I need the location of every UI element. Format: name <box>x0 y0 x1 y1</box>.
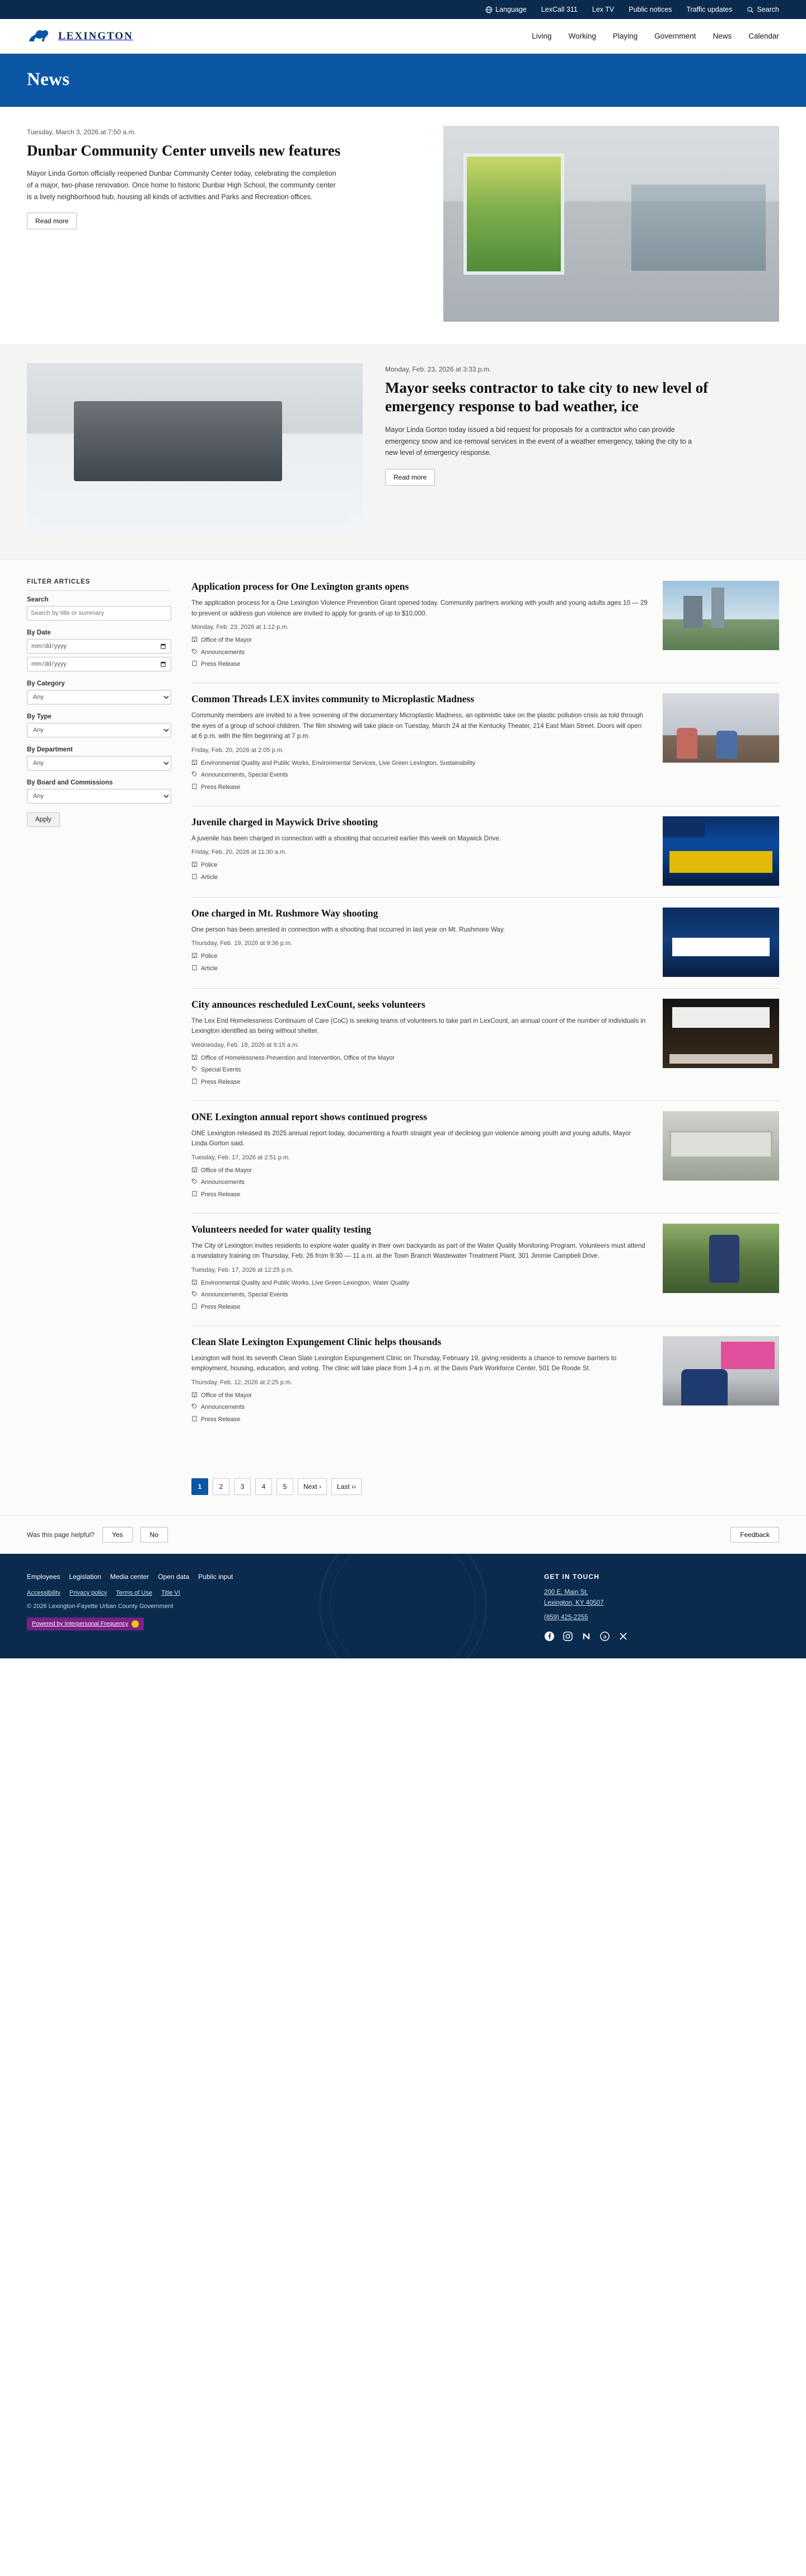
search-icon <box>747 6 754 13</box>
featured-article-2-summary: Mayor Linda Gorton today issued a bid request for proposals for a contractor who can provide emergency snow and ice removal services in the event of a weather emergency, taking the city to a new level of emergency response. <box>385 425 692 457</box>
utility-item-label: Public notices <box>629 6 672 13</box>
main-navigation <box>532 32 779 40</box>
filter-category-label: By Category <box>27 680 65 687</box>
utility-item-public-notices[interactable] <box>629 6 672 13</box>
article-description: One person has been arrested in connection with a shooting that occurred in last year on Mt. Rushmore Way. <box>191 925 505 933</box>
article-thumbnail[interactable] <box>663 816 779 886</box>
snow-plow-photo <box>27 363 363 537</box>
featured-article-1-summary: Mayor Linda Gorton officially reopened Dunbar Community Center today, celebrating the completion of a major, two-phase renovation. Once home to historic Dunbar High School, the community center is a lively neighborhood hub, housing all kinds of activities and Parks and Recreation offices. <box>27 170 336 201</box>
article-type <box>191 1078 648 1087</box>
article-title[interactable]: City announces rescheduled LexCount, seeks volunteers <box>191 998 425 1010</box>
utility-item-label: Lex TV <box>592 6 615 13</box>
page-button-2[interactable]: 2 <box>213 1478 229 1495</box>
filter-date-label: By Date <box>27 629 51 636</box>
article-department <box>191 952 648 961</box>
building-icon <box>191 636 198 642</box>
article-type-text: Article <box>201 965 218 972</box>
powered-by-label: Powered by Interpersonal Frequency <box>32 1620 129 1628</box>
article-tags-text: Announcements <box>201 1179 245 1186</box>
footer-link-legislation[interactable]: Legislation <box>69 1572 101 1581</box>
filter-board-group <box>27 779 171 803</box>
list-item[interactable] <box>191 1213 779 1325</box>
utility-item-label: Traffic updates <box>686 6 733 13</box>
article-description: The Lex End Homelessness Continuum of Care (CoC) is seeking teams of volunteers to take part in LexCount, an annual count of the number of individuals in Lexington identified as being without shelter. <box>191 1017 646 1035</box>
article-thumbnail[interactable] <box>663 1336 779 1405</box>
article-title[interactable]: Application process for One Lexington grants opens <box>191 581 409 592</box>
filter-type-label: By Type <box>27 713 51 720</box>
tag-icon <box>191 648 198 655</box>
featured-article-2-read-more-button[interactable]: Read more <box>385 469 435 486</box>
utility-item-label: LexCall 311 <box>541 6 578 13</box>
footer-contact-column <box>544 1573 779 1642</box>
featured-article-2-date: Monday, Feb. 23, 2026 at 3:33 p.m. <box>385 365 491 373</box>
list-item[interactable] <box>191 1101 779 1213</box>
tag-icon <box>191 771 198 777</box>
article-description: The application process for a One Lexington Violence Prevention Grant opened today. Community partners working with youth and young adults ages 10 — 29 to prevent or address gun violence are invited to apply for grants of up to $10,000. <box>191 599 648 617</box>
footer-link-open-data[interactable]: Open data <box>158 1572 190 1581</box>
article-tags-text: Announcements, Special Events <box>201 1291 288 1299</box>
globe-icon <box>485 6 493 13</box>
phone-link[interactable]: (859) 425-2255 <box>544 1614 588 1621</box>
filter-category-group <box>27 680 171 704</box>
board-select[interactable] <box>27 789 171 803</box>
article-type <box>191 873 648 882</box>
utility-item-traffic-updates[interactable] <box>686 6 732 13</box>
site-logo-link[interactable] <box>27 28 133 45</box>
list-item[interactable] <box>191 1325 779 1438</box>
nav-item-living[interactable]: Living <box>532 32 552 40</box>
page-banner <box>0 54 806 107</box>
page-button-3[interactable]: 3 <box>234 1478 251 1495</box>
article-department <box>191 1166 648 1175</box>
article-date: Friday, Feb. 20, 2026 at 11:30 a.m. <box>191 849 287 856</box>
nav-item-calendar[interactable]: Calendar <box>748 32 779 40</box>
article-thumbnail[interactable] <box>663 908 779 977</box>
article-description: ONE Lexington released its 2025 annual report today, documenting a fourth straight year of declining gun violence among youth and young adults, Mayor Linda Gorton said. <box>191 1129 631 1148</box>
featured-article-2 <box>0 344 806 559</box>
filter-search-label: Search <box>27 596 49 603</box>
article-department <box>191 861 648 869</box>
doc-icon <box>191 1078 198 1084</box>
article-title[interactable]: Clean Slate Lexington Expungement Clinic helps thousands <box>191 1336 442 1347</box>
filter-board-label: By Board and Commissions <box>27 779 113 786</box>
utility-item-lexcall[interactable] <box>541 6 578 13</box>
category-select[interactable] <box>27 690 171 704</box>
article-date: Tuesday, Feb. 17, 2026 at 12:25 p.m. <box>191 1267 294 1274</box>
footer-link-terms-of-use[interactable]: Terms of Use <box>116 1589 152 1596</box>
utility-item-language[interactable] <box>485 6 527 13</box>
site-wordmark: LEXINGTON <box>58 30 133 42</box>
utility-item-label: Search <box>757 6 779 13</box>
threads-icon[interactable] <box>599 1631 610 1642</box>
footer-link-public-input[interactable]: Public input <box>198 1572 233 1581</box>
footer-left-column <box>27 1573 522 1642</box>
article-thumbnail[interactable] <box>663 1224 779 1293</box>
featured-article-1 <box>0 107 806 344</box>
article-department-text: Police <box>201 862 218 869</box>
featured-article-1-image <box>443 126 779 322</box>
article-department <box>191 636 648 645</box>
doc-icon <box>191 1303 198 1309</box>
tag-icon <box>191 1403 198 1409</box>
article-thumbnail[interactable] <box>663 999 779 1068</box>
featured-article-1-title: Dunbar Community Center unveils new features <box>27 142 341 159</box>
utility-item-label: Language <box>495 6 527 13</box>
feedback-no-button[interactable]: No <box>140 1527 168 1543</box>
next-page-button[interactable]: Next › <box>298 1478 327 1495</box>
article-tags <box>191 1290 648 1299</box>
article-tags <box>191 648 648 657</box>
utility-item-lextv[interactable] <box>592 6 614 13</box>
date-to-input[interactable] <box>27 657 171 671</box>
article-title[interactable]: Common Threads LEX invites community to Microplastic Madness <box>191 693 475 704</box>
article-title[interactable]: One charged in Mt. Rushmore Way shooting <box>191 907 378 919</box>
featured-article-1-date: Tuesday, March 3, 2026 at 7:50 a.m. <box>27 128 136 136</box>
filter-search-group <box>27 596 171 621</box>
tag-icon <box>191 1066 198 1072</box>
page-button-4[interactable]: 4 <box>255 1478 272 1495</box>
list-item[interactable] <box>191 897 779 988</box>
article-date: Thursday, Feb. 12, 2026 at 2:25 p.m. <box>191 1379 293 1386</box>
list-item[interactable] <box>191 683 779 806</box>
date-from-input[interactable] <box>27 639 171 654</box>
feedback-question: Was this page helpful? <box>27 1530 95 1539</box>
x-icon[interactable] <box>618 1631 629 1642</box>
address-line-1[interactable]: 200 E. Main St. <box>544 1588 588 1596</box>
article-tags <box>191 1178 648 1187</box>
doc-icon <box>191 1416 198 1422</box>
article-thumbnail[interactable] <box>663 1111 779 1181</box>
article-description: Community members are invited to a free screening of the documentary Microplastic Madness, an optimistic take on the plastic pollution crisis as told through the eyes of a group of school children. The film showing will take place on Tuesday, March 24 at the Kentucky Theater, 214 East Main Street. Doors will open at 6 p.m. with the film beginning at 7 p.m. <box>191 711 643 740</box>
footer-copyright: © 2026 Lexington-Fayette Urban County Government <box>27 1602 174 1610</box>
building-icon <box>191 952 198 958</box>
page-title: News <box>27 69 70 90</box>
apply-filters-button[interactable]: Apply <box>27 812 60 827</box>
powered-by-badge[interactable] <box>27 1618 144 1630</box>
article-department <box>191 759 648 768</box>
department-select[interactable] <box>27 756 171 770</box>
doc-icon <box>191 1191 198 1197</box>
article-type-text: Press Release <box>201 1191 241 1198</box>
footer-secondary-links <box>27 1590 522 1596</box>
dunbar-community-center-photo <box>443 126 779 322</box>
filter-panel-heading: FILTER ARTICLES <box>27 579 171 591</box>
building-icon <box>191 1054 198 1060</box>
article-department-text: Office of the Mayor <box>201 1167 252 1174</box>
tag-icon <box>191 1291 198 1297</box>
article-date: Monday, Feb. 23, 2026 at 1:12 p.m. <box>191 624 289 631</box>
doc-icon <box>191 873 198 880</box>
tag-icon <box>191 1178 198 1184</box>
doc-icon <box>191 965 198 971</box>
article-tags-text: Announcements <box>201 648 245 656</box>
building-icon <box>191 1167 198 1173</box>
doc-icon <box>191 660 198 666</box>
search-input[interactable] <box>27 606 171 621</box>
article-type-text: Press Release <box>201 660 241 667</box>
filter-type-group <box>27 713 171 737</box>
nav-item-playing[interactable]: Playing <box>612 32 638 40</box>
article-description: The City of Lexington invites residents to explore water quality in their own backyards as part of the Water Quality Monitoring Program. Volunteers must attend a mandatory training on Thursday, Feb. 26 from 9:30 — 11 a.m. at the Town Branch Wastewater Treatment Plant, 301 Jimmie Campbell Drive. <box>191 1242 645 1260</box>
footer-address <box>544 1587 779 1609</box>
article-department-text: Office of Homelessness Prevention and Intervention, Office of the Mayor <box>201 1055 395 1062</box>
building-icon <box>191 1392 198 1398</box>
footer-link-employees[interactable]: Employees <box>27 1572 60 1581</box>
article-department-text: Office of the Mayor <box>201 637 252 644</box>
page-button-5[interactable]: 5 <box>277 1478 293 1495</box>
news-listing <box>0 559 806 1464</box>
site-header <box>0 19 806 54</box>
article-description: A juvenile has been charged in connection with a shooting that occurred earlier this week on Maywick Drive. <box>191 834 501 842</box>
article-tags-text: Special Events <box>201 1066 241 1074</box>
footer-primary-links <box>27 1573 522 1581</box>
filter-department-group <box>27 746 171 770</box>
article-date: Wednesday, Feb. 18, 2026 at 9:15 a.m. <box>191 1042 299 1049</box>
list-item[interactable] <box>191 579 779 683</box>
article-department <box>191 1278 648 1287</box>
site-footer <box>0 1554 806 1658</box>
footer-link-privacy-policy[interactable]: Privacy policy <box>69 1589 107 1596</box>
article-type <box>191 1190 648 1199</box>
article-description: Lexington will host its seventh Clean Slate Lexington Expungement Clinic on Thursday, February 19, giving residents a chance to remove barriers to employment, housing, education, and voting. The clinic will take place from 1-4 p.m. at the Davis Park Workforce Center, 501 De Roode St. <box>191 1354 617 1372</box>
article-tags <box>191 770 648 779</box>
article-type-text: Press Release <box>201 1416 241 1423</box>
featured-article-2-image <box>27 363 363 537</box>
article-tags-text: Announcements, Special Events <box>201 772 288 779</box>
doc-icon <box>191 783 198 789</box>
pagination <box>0 1464 806 1515</box>
nextdoor-icon[interactable] <box>581 1631 592 1642</box>
footer-social-links <box>544 1631 779 1642</box>
article-results-list <box>191 579 779 1438</box>
article-tags <box>191 1403 648 1412</box>
article-type-text: Press Release <box>201 783 241 791</box>
article-type-text: Press Release <box>201 1078 241 1085</box>
article-thumbnail[interactable] <box>663 581 779 650</box>
filter-panel <box>27 579 171 1438</box>
get-in-touch-heading: GET IN TOUCH <box>544 1572 599 1581</box>
article-type <box>191 964 648 973</box>
article-type <box>191 1415 648 1424</box>
page-button-1[interactable]: 1 <box>191 1478 208 1495</box>
featured-article-1-read-more-button[interactable]: Read more <box>27 213 77 229</box>
horse-logo <box>27 28 51 45</box>
article-type <box>191 783 648 792</box>
utility-item-search[interactable] <box>747 6 779 13</box>
building-icon <box>191 1279 198 1285</box>
nav-item-news[interactable]: News <box>713 32 732 40</box>
article-department-text: Police <box>201 953 218 960</box>
nav-item-working[interactable]: Working <box>568 32 596 40</box>
article-type <box>191 1303 648 1311</box>
article-department <box>191 1391 648 1400</box>
article-tags <box>191 1065 648 1074</box>
article-date: Tuesday, Feb. 17, 2026 at 2:51 p.m. <box>191 1154 290 1162</box>
article-title[interactable]: Juvenile charged in Maywick Drive shooting <box>191 816 378 828</box>
feedback-button[interactable]: Feedback <box>730 1527 779 1543</box>
article-date: Friday, Feb. 20, 2026 at 2:05 p.m. <box>191 747 284 754</box>
address-line-2[interactable]: Lexington, KY 40507 <box>544 1599 604 1606</box>
list-item[interactable] <box>191 988 779 1101</box>
filter-date-group <box>27 629 171 671</box>
article-tags-text: Announcements <box>201 1404 245 1411</box>
footer-link-title-vi[interactable]: Title VI <box>161 1589 180 1596</box>
last-page-button[interactable]: Last ›› <box>331 1478 362 1495</box>
article-type-text: Press Release <box>201 1303 241 1310</box>
article-date: Thursday, Feb. 19, 2026 at 9:36 p.m. <box>191 940 293 947</box>
article-department-text: Environmental Quality and Public Works, Live Green Lexington, Water Quality <box>201 1280 410 1287</box>
list-item[interactable] <box>191 806 779 897</box>
i-f-logo-icon <box>132 1620 139 1628</box>
footer-link-media-center[interactable]: Media center <box>110 1572 149 1581</box>
facebook-icon[interactable] <box>544 1631 555 1642</box>
article-type <box>191 660 648 669</box>
article-title[interactable]: Volunteers needed for water quality testing <box>191 1223 371 1235</box>
page-feedback-bar <box>0 1515 806 1554</box>
footer-phone <box>544 1614 779 1621</box>
article-department <box>191 1054 648 1063</box>
article-type-text: Article <box>201 873 218 881</box>
building-icon <box>191 759 198 765</box>
article-thumbnail[interactable] <box>663 693 779 763</box>
footer-link-accessibility[interactable]: Accessibility <box>27 1589 60 1596</box>
utility-bar <box>0 0 806 19</box>
instagram-icon[interactable] <box>563 1631 573 1642</box>
feedback-yes-button[interactable]: Yes <box>102 1527 133 1543</box>
featured-article-2-title: Mayor seeks contractor to take city to new level of emergency response to bad weather, ice <box>385 379 709 415</box>
nav-item-government[interactable]: Government <box>654 32 696 40</box>
article-department-text: Office of the Mayor <box>201 1392 252 1399</box>
building-icon <box>191 861 198 867</box>
type-select[interactable] <box>27 723 171 737</box>
article-title[interactable]: ONE Lexington annual report shows continued progress <box>191 1111 428 1122</box>
filter-department-label: By Department <box>27 746 73 753</box>
article-department-text: Environmental Quality and Public Works, Environmental Services, Live Green Lexington, Sustainability <box>201 760 476 767</box>
